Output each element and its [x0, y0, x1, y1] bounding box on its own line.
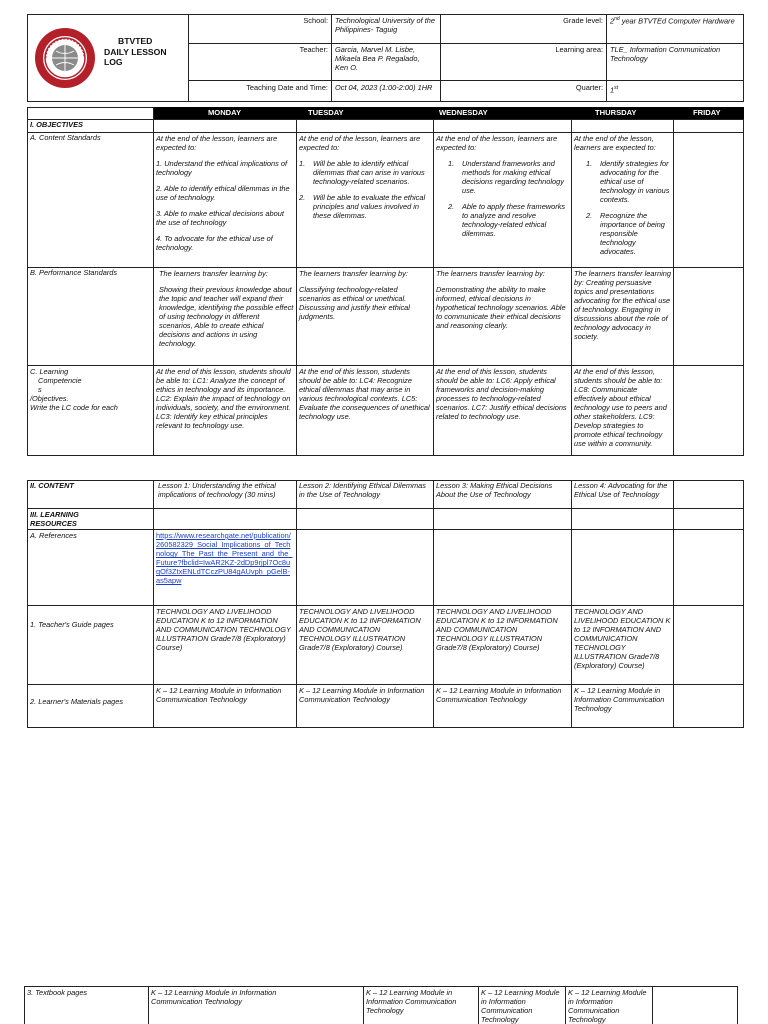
- university-logo: [34, 27, 96, 89]
- grade-level-value: 2nd year BTVTEd Computer Hardware: [610, 16, 735, 26]
- teaching-date-label: Teaching Date and Time:: [246, 83, 328, 92]
- school-value: Technological University of the Philippines- Taguig: [335, 16, 435, 35]
- thursday-lesson-title: Lesson 4: Advocating for the Ethical Use of Technology: [574, 481, 668, 500]
- wednesday-performance-standards: The learners transfer learning by: Demonstrating the ability to make informed, ethical decisions in hypothetical technology scenarios. Able to communicate their ethical decisions and reasoning clearly.: [436, 269, 566, 331]
- monday-content-standards: At the end of the lesson, learners are expected to: 1. Understand the ethical implications of technology 2. Able to identify ethical dilemmas in the use of technology. 3. Able to make ethical decisions about the use of technology 4. To advocate for the ethical use of technology.: [156, 134, 290, 253]
- quarter-label: Quarter:: [575, 83, 603, 92]
- learning-area-value: TLE_ Information Communication Technology: [610, 45, 721, 64]
- references-label: A. References: [30, 531, 77, 540]
- learners-materials-label: 2. Learner's Materials pages: [30, 697, 124, 706]
- reference-link[interactable]: https://www.researchgate.net/publication/260582329_Social_Implications_of_Technology_The_Past_the_Present_and_the_Future?fbclid=IwAR2KZ-2dDp9rjpl7Oc8uqOf3ZtxENLdTCczPU84gAUvph_pGelB-as5apw: [156, 531, 293, 586]
- objectives-heading: I. OBJECTIVES: [30, 120, 83, 129]
- monday-learning-competencies: At the end of this lesson, students should be able to: LC1: Analyze the concept of ethics in technology and its importance. LC2: Explain the impact of technology on individuals, society, and the environment. LC3: Identify key ethical principles relevant to technology use.: [156, 367, 291, 431]
- monday-reference-link[interactable]: [154, 530, 296, 605]
- grade-level-label: Grade level:: [563, 16, 603, 25]
- tuesday-lesson-title: Lesson 2: Identifying Ethical Dilemmas in the Use of Technology: [299, 481, 426, 500]
- thursday-teachers-guide: TECHNOLOGY AND LIVELIHOOD EDUCATION K to 12 INFORMATION AND COMMUNICATION TECHNOLOGY ILLUSTRATION Grade7/8 (Exploratory) Course): [574, 607, 671, 671]
- school-label: School:: [303, 16, 328, 25]
- teacher-label: Teacher:: [299, 45, 328, 54]
- day-header-tuesday: TUESDAY: [296, 107, 433, 119]
- wednesday-content-standards: At the end of the lesson, learners are expected to: 1. Understand frameworks and methods for making ethical decisions regarding technology use. 2. Able to apply these frameworks to analyze and resolve technology-related ethical dilemmas.: [436, 134, 566, 239]
- monday-textbook: K – 12 Learning Module in Information Communication Technology: [151, 988, 277, 1007]
- textbook-label: 3. Textbook pages: [27, 988, 88, 997]
- day-header-wednesday: WEDNESDAY: [433, 107, 571, 119]
- lesson-log-title: BTVTED DAILY LESSON LOG: [104, 36, 167, 68]
- tuesday-performance-standards: The learners transfer learning by: Classifying technology-related scenarios as ethical or unethical. Discussing and justify their ethical judgments.: [299, 269, 410, 322]
- wednesday-learning-competencies: At the end of this lesson, students should be able to: LC6: Apply ethical frameworks and decision-making processes to technology-related scenarios. LC7: Justify ethical decisions related to technology use.: [436, 367, 567, 422]
- tuesday-teachers-guide: TECHNOLOGY AND LIVELIHOOD EDUCATION K to 12 INFORMATION AND COMMUNICATION TECHNOLOGY ILLUSTRATION Grade7/8 (Exploratory) Course): [299, 607, 421, 653]
- thursday-content-standards: At the end of the lesson, learners are expected to: 1. Identify strategies for advocating for the ethical use of technology in various contexts. 2. Recognize the importance of being responsible technology advocates.: [574, 134, 670, 257]
- monday-lesson-title: Lesson 1: Understanding the ethical implications of technology (30 mins): [158, 481, 276, 500]
- wednesday-teachers-guide: TECHNOLOGY AND LIVELIHOOD EDUCATION K to 12 INFORMATION AND COMMUNICATION TECHNOLOGY ILLUSTRATION Grade7/8 (Exploratory) Course): [436, 607, 558, 653]
- thursday-textbook: K – 12 Learning Module in Information Communication Technology: [568, 988, 647, 1024]
- learning-competencies-label: C. Learning Competencie s /Objectives. Write the LC code for each: [30, 367, 118, 413]
- tuesday-content-standards: At the end of the lesson, learners are expected to: 1. Will be able to identify ethical dilemmas that can arise in various technology-related scenarios. 2. Will be able to evaluate the ethical principles and values involved in these dilemmas.: [299, 134, 426, 221]
- content-standards-label: A. Content Standards: [30, 133, 101, 142]
- monday-performance-standards: The learners transfer learning by: Showing their previous knowledge about the topic and teacher will expand their knowledge, identifying the possible effect of using technology in different scenarios, Able to create ethical decisions and actions in using technology.: [159, 269, 294, 349]
- teachers-guide-label: 1. Teacher's Guide pages: [30, 620, 114, 629]
- teaching-date-value: Oct 04, 2023 (1:00-2:00) 1HR: [335, 83, 433, 92]
- wednesday-textbook: K – 12 Learning Module in Information Communication Technology: [481, 988, 560, 1024]
- thursday-learning-competencies: At the end of this lesson, students should be able to: LC8: Communicate effectively about ethical technology use to peers and other stakeholders. LC9: Develop strategies to promote ethical technology use within a community.: [574, 367, 667, 449]
- day-header-thursday: THURSDAY: [571, 107, 673, 119]
- teacher-value: Garcia, Marvel M. Lisbe, Mikaela Bea P. Regalado, Ken O.: [335, 45, 420, 73]
- thursday-learners-materials: K – 12 Learning Module in Information Communication Technology: [574, 686, 665, 714]
- tuesday-learning-competencies: At the end of this lesson, students should be able to: LC4: Recognize ethical dilemmas that may arise in various technological contexts. LC5: Evaluate the consequences of unethical technology use.: [299, 367, 430, 422]
- tuesday-textbook: K – 12 Learning Module in Information Communication Technology: [366, 988, 457, 1016]
- wednesday-learners-materials: K – 12 Learning Module in Information Communication Technology: [436, 686, 562, 705]
- day-header-monday: MONDAY: [153, 107, 296, 119]
- quarter-value: 1st: [610, 85, 619, 95]
- tuesday-learners-materials: K – 12 Learning Module in Information Communication Technology: [299, 686, 425, 705]
- thursday-performance-standards: The learners transfer learning by: Creating persuasive topics and presentations advocating for the ethical use of technology. Engaging in discussions about the role of technology advocacy in society.: [574, 269, 671, 342]
- learning-resources-heading: III. LEARNING RESOURCES: [30, 510, 79, 529]
- wednesday-lesson-title: Lesson 3: Making Ethical Decisions About the Use of Technology: [436, 481, 553, 500]
- content-heading: II. CONTENT: [30, 481, 74, 490]
- learning-area-label: Learning area:: [555, 45, 603, 54]
- monday-learners-materials: K – 12 Learning Module in Information Communication Technology: [156, 686, 282, 705]
- monday-teachers-guide: TECHNOLOGY AND LIVELIHOOD EDUCATION K to 12 INFORMATION AND COMMUNICATION TECHNOLOGY ILLUSTRATION Grade7/8 (Exploratory) Course): [156, 607, 291, 653]
- performance-standards-label: B. Performance Standards: [30, 268, 118, 277]
- day-header-friday: FRIDAY: [673, 107, 744, 119]
